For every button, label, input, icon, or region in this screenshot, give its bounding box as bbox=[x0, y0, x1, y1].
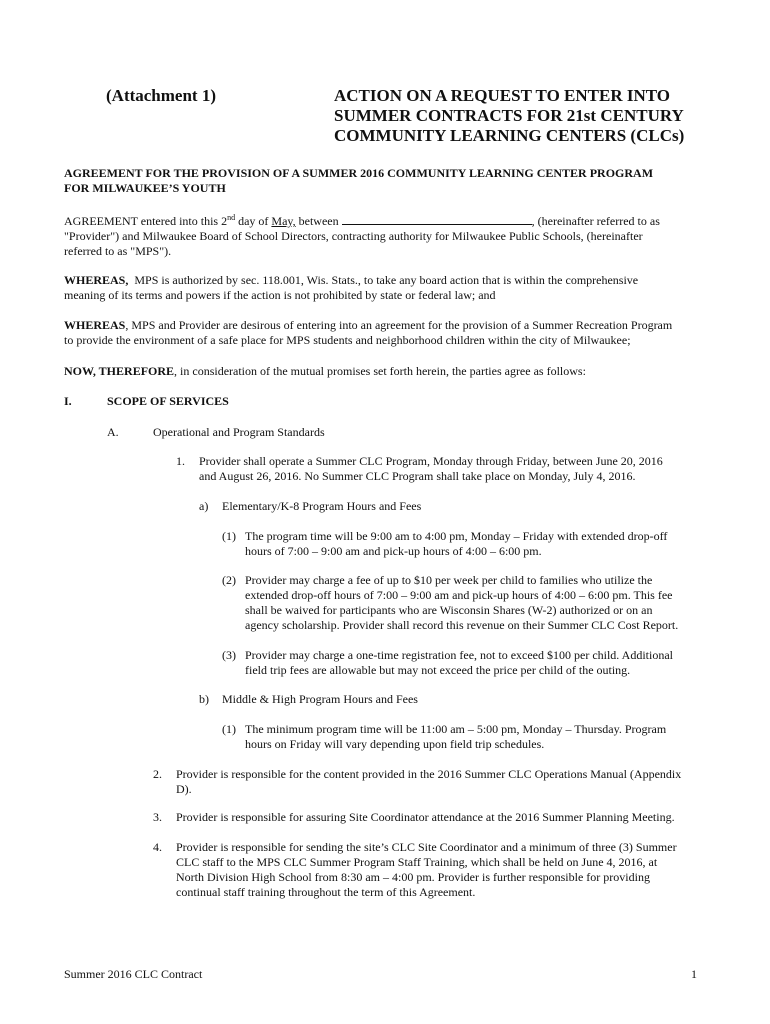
whereas-label-2: WHEREAS bbox=[64, 318, 126, 332]
intro-line-3: referred to as "MPS"). bbox=[64, 244, 172, 258]
agreement-heading-line-2: FOR MILWAUKEE’S YOUTH bbox=[64, 181, 226, 195]
whereas-2-line-2: to provide the environment of a safe place for MPS students and neighborhood children within the city of Milwaukee; bbox=[64, 333, 631, 347]
item-3-text bbox=[176, 810, 721, 825]
item-1b-1-number: (1) bbox=[222, 722, 236, 736]
item-4-line-2: CLC staff to the MPS CLC Summer Program Staff Training, which shall be held on June 4, 2016, at bbox=[176, 855, 658, 869]
item-4-line-4: continual staff training throughout the term of this Agreement. bbox=[176, 885, 476, 899]
therefore-text: , in consideration of the mutual promises set forth herein, the parties agree as follows: bbox=[174, 364, 586, 378]
section-1-title: SCOPE OF SERVICES bbox=[107, 394, 229, 408]
item-1a-2-text bbox=[245, 573, 715, 633]
page-number: 1 bbox=[691, 967, 697, 981]
item-3-line-1: Provider is responsible for assuring Site Coordinator attendance at the 2016 Summer Planning Meeting. bbox=[176, 810, 675, 824]
item-1b-1-line-2: hours on Friday will vary depending upon field trip schedules. bbox=[245, 737, 545, 751]
item-4-line-3: North Division High School from 8:30 am – 4:00 pm. Provider is further responsible for providing bbox=[176, 870, 650, 884]
item-1-line-2: and August 26, 2016. No Summer CLC Program shall take place on Monday, July 4, 2016. bbox=[199, 469, 636, 483]
item-1a-1-line-1: The program time will be 9:00 am to 4:00 pm, Monday – Friday with extended drop-off bbox=[245, 529, 668, 543]
intro-sup: nd bbox=[227, 213, 236, 222]
title-line-3: COMMUNITY LEARNING CENTERS (CLCs) bbox=[334, 126, 685, 145]
item-1a-3-text bbox=[245, 648, 715, 678]
footer-title: Summer 2016 CLC Contract bbox=[64, 967, 203, 981]
attachment-label: (Attachment 1) bbox=[106, 86, 216, 105]
item-4-line-1: Provider is responsible for sending the site’s CLC Site Coordinator and a minimum of three (3) Summer bbox=[176, 840, 677, 854]
whereas-paragraph-2 bbox=[64, 318, 724, 348]
agreement-heading bbox=[64, 166, 653, 196]
item-1a-1-text bbox=[245, 529, 715, 559]
item-2-line-2: D). bbox=[176, 782, 192, 796]
intro-between: between bbox=[295, 214, 342, 228]
item-2-number: 2. bbox=[153, 767, 162, 781]
therefore-label: NOW, THEREFORE bbox=[64, 364, 175, 378]
whereas-paragraph-1 bbox=[64, 273, 714, 303]
intro-text-pre: AGREEMENT entered into this 2 bbox=[64, 214, 228, 228]
intro-line-2: "Provider") and Milwaukee Board of School Directors, contracting authority for Milwaukee Public Schools, (hereinafter bbox=[64, 229, 643, 243]
item-3-number: 3. bbox=[153, 810, 162, 824]
item-4-text bbox=[176, 840, 721, 900]
title-line-1: ACTION ON A REQUEST TO ENTER INTO bbox=[334, 86, 671, 105]
intro-paragraph bbox=[64, 210, 714, 259]
item-1-line-1: Provider shall operate a Summer CLC Program, Monday through Friday, between June 20, 2016 bbox=[199, 454, 663, 468]
item-1a-2-line-3: shall be waived for participants who are Wisconsin Shares (W-2) authorized or on an bbox=[245, 603, 653, 617]
intro-line-1 bbox=[64, 210, 714, 229]
item-1a-1-number: (1) bbox=[222, 529, 236, 543]
item-1b-1-text bbox=[245, 722, 715, 752]
item-1b-title: Middle & High Program Hours and Fees bbox=[222, 692, 418, 706]
item-1-text bbox=[199, 454, 719, 484]
intro-text-post: , (hereinafter referred to as bbox=[531, 214, 660, 228]
whereas-2-line-1: , MPS and Provider are desirous of entering into an agreement for the provision of a Summer Recreation Program bbox=[125, 318, 673, 332]
intro-text-mid: day of bbox=[235, 214, 272, 228]
item-1-number: 1. bbox=[176, 454, 185, 468]
whereas-1-line-1: MPS is authorized by sec. 118.001, Wis. Stats., to take any board action that is within the comprehensive bbox=[128, 273, 639, 287]
item-1a-2-line-2: extended drop-off hours of 7:00 – 9:00 am and pick-up hours of 4:00 – 6:00 pm. This fee bbox=[245, 588, 673, 602]
title-line-2: SUMMER CONTRACTS FOR 21st CENTURY bbox=[334, 106, 684, 125]
whereas-label-1: WHEREAS, bbox=[64, 273, 129, 287]
item-2-line-1: Provider is responsible for the content provided in the 2016 Summer CLC Operations Manual (Appendix bbox=[176, 767, 682, 781]
item-1a-1-line-2: hours of 7:00 – 9:00 am and pick-up hours of 4:00 – 6:00 pm. bbox=[245, 544, 542, 558]
item-1b-number: b) bbox=[199, 692, 209, 706]
item-1a-2-number: (2) bbox=[222, 573, 236, 587]
subsection-a-number: A. bbox=[107, 425, 119, 439]
item-1a-3-line-1: Provider may charge a one-time registration fee, not to exceed $100 per child. Additional bbox=[245, 648, 673, 662]
provider-name-blank[interactable] bbox=[342, 212, 532, 225]
item-4-number: 4. bbox=[153, 840, 162, 854]
item-2-text bbox=[176, 767, 721, 797]
item-1a-3-number: (3) bbox=[222, 648, 236, 662]
whereas-1-line-2: meaning of its terms and powers if the action is not prohibited by state or federal law; and bbox=[64, 288, 496, 302]
item-1a-number: a) bbox=[199, 499, 209, 513]
therefore-paragraph bbox=[64, 364, 724, 379]
item-1a-title: Elementary/K-8 Program Hours and Fees bbox=[222, 499, 422, 513]
section-1-number: I. bbox=[64, 394, 72, 408]
item-1a-3-line-2: field trip fees are allowable but may not exceed the price per child of the outing. bbox=[245, 663, 631, 677]
item-1a-2-line-4: agency scholarship. Provider shall record this revenue on their Summer CLC Cost Report. bbox=[245, 618, 679, 632]
intro-month: May, bbox=[271, 214, 296, 228]
agreement-heading-line-1: AGREEMENT FOR THE PROVISION OF A SUMMER 2016 COMMUNITY LEARNING CENTER PROGRAM bbox=[64, 166, 654, 180]
item-1a-2-line-1: Provider may charge a fee of up to $10 per week per child to families who utilize the bbox=[245, 573, 653, 587]
document-title bbox=[334, 86, 684, 146]
subsection-a-title: Operational and Program Standards bbox=[153, 425, 325, 439]
item-1b-1-line-1: The minimum program time will be 11:00 am – 5:00 pm, Monday – Thursday. Program bbox=[245, 722, 667, 736]
